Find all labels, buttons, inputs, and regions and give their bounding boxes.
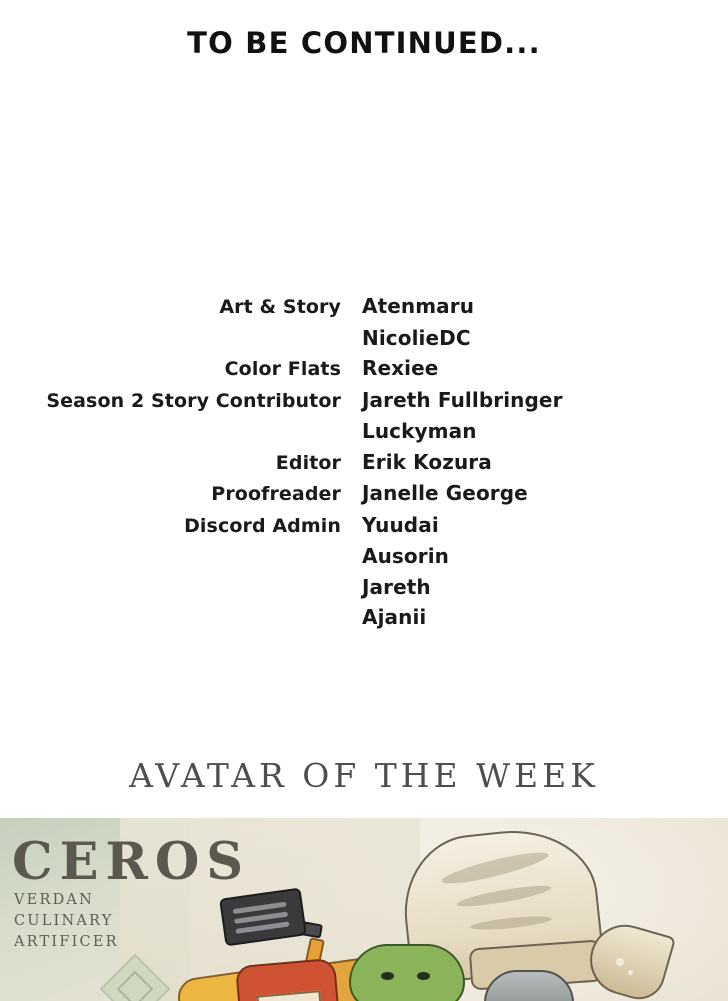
credit-name: Yuudai [362, 512, 439, 537]
credit-name: Rexiee [362, 356, 439, 380]
credit-row [0, 296, 728, 317]
credit-name: Ajanii [362, 605, 427, 629]
credit-row [0, 421, 728, 441]
credit-row [0, 387, 728, 412]
credit-name: NicolieDC [362, 325, 471, 350]
credit-name: Atenmaru [362, 294, 475, 318]
character-name: CEROS [12, 832, 251, 892]
character-subtitle-line: ARTIFICER [14, 934, 119, 951]
credit-row [0, 574, 728, 599]
spark-icon [628, 970, 633, 975]
credit-row [0, 607, 728, 627]
character-head-shape [349, 944, 465, 1001]
credit-name: Janelle George [362, 481, 528, 505]
credit-name: Erik Kozura [362, 449, 492, 474]
credit-role: Art & Story [219, 296, 341, 318]
avatar-of-the-week-heading: AVATAR OF THE WEEK [129, 756, 599, 795]
credit-role: Editor [275, 451, 341, 474]
credit-role: Proofreader [211, 483, 341, 505]
page-title: TO BE CONTINUED... [187, 26, 541, 60]
character-eye-icon [381, 972, 394, 980]
credit-row [0, 449, 728, 474]
credit-row [0, 546, 728, 566]
credit-name: Jareth Fullbringer [362, 387, 563, 412]
character-subtitle-line: VERDAN [14, 892, 94, 908]
credit-name: Ausorin [362, 544, 450, 568]
credits-list [0, 296, 728, 638]
credit-row [0, 358, 728, 379]
credit-role: Discord Admin [184, 514, 341, 537]
credit-role: Color Flats [224, 358, 341, 380]
credit-name: Jareth [362, 574, 431, 599]
character-subtitle [14, 890, 119, 953]
avatar-illustration [0, 818, 728, 1001]
character-subtitle-line: CULINARY [14, 913, 114, 930]
character-eye-icon [417, 972, 430, 980]
credit-name: Luckyman [362, 419, 477, 443]
spatula-slot-icon [235, 921, 289, 933]
credit-role: Season 2 Story Contributor [46, 389, 341, 412]
spark-icon [616, 958, 624, 966]
credit-row [0, 325, 728, 350]
credit-row [0, 483, 728, 504]
credit-row [0, 512, 728, 537]
